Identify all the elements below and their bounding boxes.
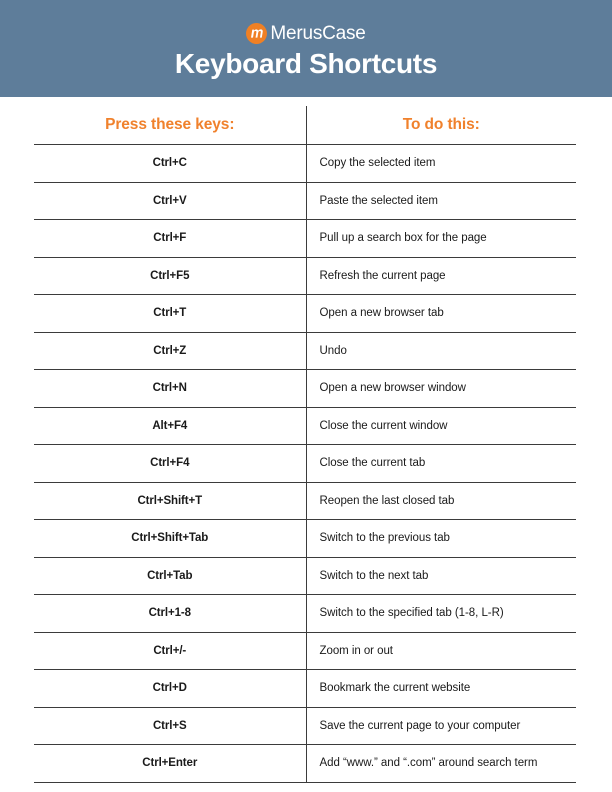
table-row [34, 332, 576, 370]
shortcut-keys-cell: Ctrl+Tab [34, 557, 306, 595]
shortcut-action-cell: Save the current page to your computer [306, 707, 576, 745]
table-header-row [34, 106, 576, 145]
brand-lockup [246, 21, 365, 45]
shortcut-keys-cell: Ctrl+Enter [34, 745, 306, 783]
column-header-keys: Press these keys: [34, 106, 306, 145]
shortcut-action-cell: Reopen the last closed tab [306, 482, 576, 520]
column-header-action: To do this: [306, 106, 576, 145]
table-row [34, 670, 576, 708]
shortcut-action-cell: Undo [306, 332, 576, 370]
shortcuts-table [34, 106, 576, 783]
shortcut-keys-cell: Ctrl+V [34, 182, 306, 220]
shortcut-action-cell: Zoom in or out [306, 632, 576, 670]
shortcut-action-cell: Switch to the previous tab [306, 520, 576, 558]
shortcut-keys-cell: Ctrl+Z [34, 332, 306, 370]
table-row [34, 445, 576, 483]
shortcut-keys-cell: Ctrl+C [34, 145, 306, 183]
table-body [34, 145, 576, 783]
table-row [34, 295, 576, 333]
shortcut-keys-cell: Ctrl+T [34, 295, 306, 333]
table-row [34, 182, 576, 220]
brand-name: MerusCase [270, 22, 366, 44]
shortcut-keys-cell: Alt+F4 [34, 407, 306, 445]
table-row [34, 145, 576, 183]
table-row [34, 257, 576, 295]
table-row [34, 557, 576, 595]
table-row [34, 632, 576, 670]
shortcut-action-cell: Copy the selected item [306, 145, 576, 183]
shortcut-keys-cell: Ctrl+N [34, 370, 306, 408]
shortcut-keys-cell: Ctrl+/- [34, 632, 306, 670]
table-row [34, 482, 576, 520]
table-row [34, 370, 576, 408]
shortcut-action-cell: Bookmark the current website [306, 670, 576, 708]
table-row [34, 220, 576, 258]
shortcut-action-cell: Close the current tab [306, 445, 576, 483]
shortcut-keys-cell: Ctrl+Shift+T [34, 482, 306, 520]
table-header [34, 106, 576, 145]
shortcut-keys-cell: Ctrl+F4 [34, 445, 306, 483]
shortcut-keys-cell: Ctrl+F5 [34, 257, 306, 295]
shortcut-action-cell: Open a new browser window [306, 370, 576, 408]
shortcut-keys-cell: Ctrl+S [34, 707, 306, 745]
shortcut-keys-cell: Ctrl+F [34, 220, 306, 258]
shortcut-action-cell: Switch to the specified tab (1-8, L-R) [306, 595, 576, 633]
shortcut-keys-cell: Ctrl+Shift+Tab [34, 520, 306, 558]
shortcut-action-cell: Refresh the current page [306, 257, 576, 295]
page-title: Keyboard Shortcuts [174, 48, 438, 79]
shortcut-action-cell: Close the current window [306, 407, 576, 445]
shortcut-action-cell: Paste the selected item [306, 182, 576, 220]
shortcuts-table-wrapper [34, 106, 576, 783]
meruscase-m-logo-icon [246, 23, 267, 44]
shortcut-action-cell: Add “www.” and “.com” around search term [306, 745, 576, 783]
table-row [34, 745, 576, 783]
shortcut-action-cell: Pull up a search box for the page [306, 220, 576, 258]
shortcut-keys-cell: Ctrl+D [34, 670, 306, 708]
table-row [34, 595, 576, 633]
shortcut-action-cell: Switch to the next tab [306, 557, 576, 595]
shortcut-action-cell: Open a new browser tab [306, 295, 576, 333]
table-row [34, 707, 576, 745]
table-row [34, 520, 576, 558]
page-header-band [0, 0, 612, 97]
table-row [34, 407, 576, 445]
shortcut-keys-cell: Ctrl+1-8 [34, 595, 306, 633]
